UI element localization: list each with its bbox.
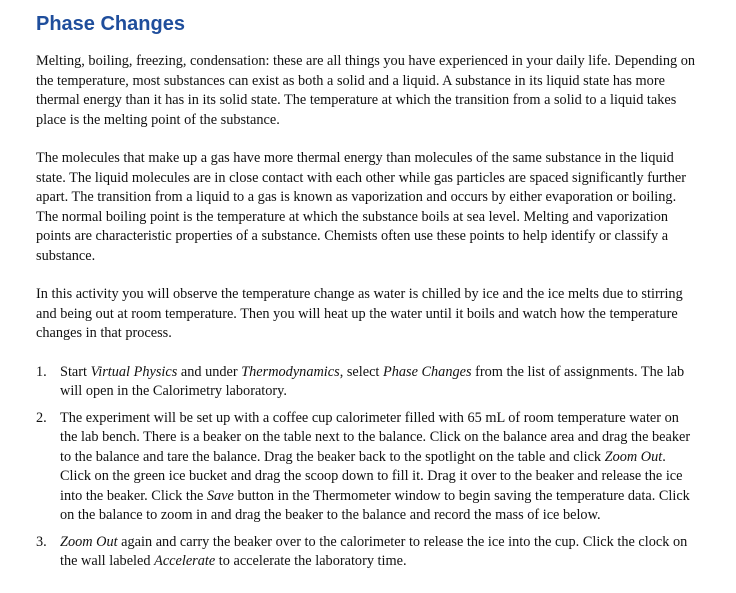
step-text: The experiment will be set up with a coffee cup calorimeter filled with 65 mL of room temperature water on the lab bench. There is a beaker on the table next to the balance. Click on the balance area and drag the beaker to the balance and tare the balance. Drag the beaker back to the spotlight on the table and click Zoom Out. Click on the green ice bucket and drag the scoop down to fill it. Drag it over to the beaker and release the ice into the beaker. Click the Save button in the Thermometer window to begin saving the temperature data. Click on the balance to zoom in and drag the beaker to the balance and record the mass of ice below. — [60, 409, 691, 523]
list-item — [34, 363, 696, 402]
page-title: Phase Changes — [36, 13, 185, 35]
intro-paragraph-vaporization: The molecules that make up a gas have more thermal energy than molecules of the same substance in the liquid state. The liquid molecules are in close contact with each other while gas particles are spaced significantly further apart. The transition from a liquid to a gas is known as vaporization and occurs by either evaporation or boiling. The normal boiling point is the temperature at which the substance boils at sea level. Melting and vaporization points are characteristic properties of a substance. Chemists often use these points to help identify or classify a substance. — [36, 150, 686, 264]
step-number: 2. — [36, 409, 47, 426]
step-text: Start Virtual Physics and under Thermodynamics, select Phase Changes from the list of assignments. The lab will open in the Calorimetry laboratory. — [60, 363, 685, 399]
step-number: 1. — [36, 363, 47, 380]
intro-paragraph-melting: Melting, boiling, freezing, condensation: these are all things you have experienced in your daily life. Depending on the temperature, most substances can exist as both a solid and a liquid. A substance in its liquid state has more thermal energy than it has in its solid state. The temperature at which the transition from a solid to a liquid takes place is the melting point of the substance. — [36, 53, 696, 128]
list-item — [34, 409, 696, 526]
instruction-steps-list — [34, 363, 696, 572]
list-item — [34, 533, 696, 572]
intro-paragraph-activity: In this activity you will observe the temperature change as water is chilled by ice and the ice melts due to stirring and being out at room temperature. Then you will heat up the water until it boils and watch how the temperature changes in that process. — [36, 286, 683, 341]
step-text: Zoom Out again and carry the beaker over to the calorimeter to release the ice into the cup. Click the clock on the wall labeled Accelerate to accelerate the laboratory time. — [60, 533, 688, 569]
step-number: 3. — [36, 533, 47, 550]
